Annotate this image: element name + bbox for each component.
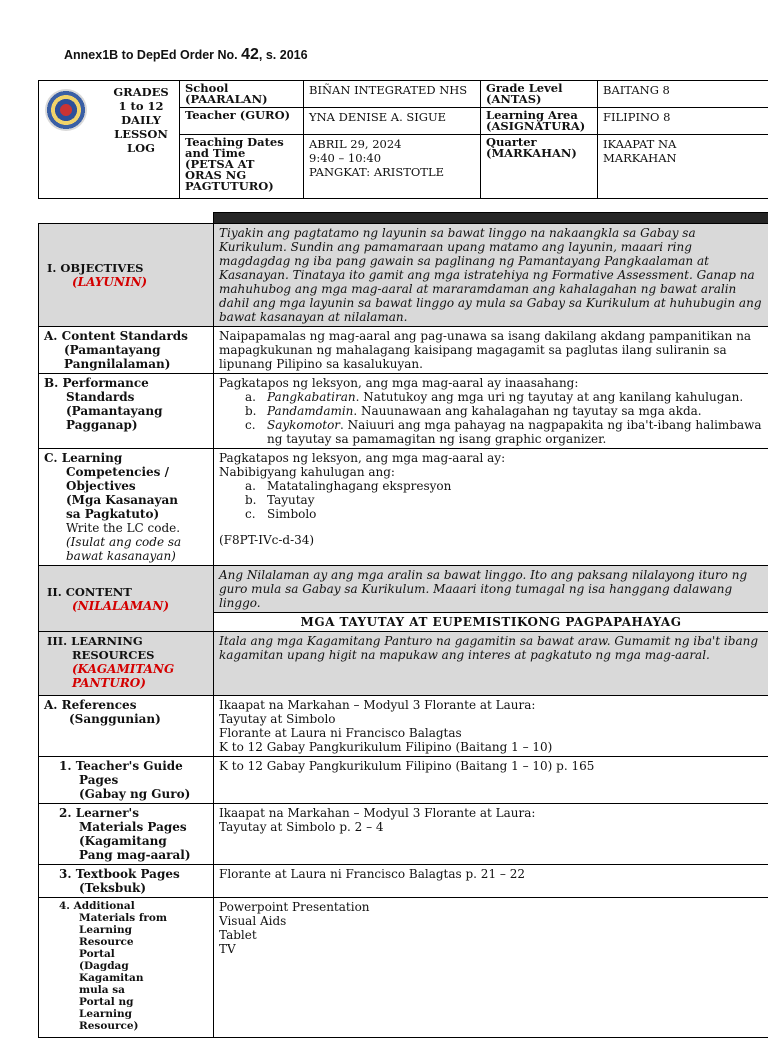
performance-standards-label: B. Performance Standards (Pamantayang Pagganap) bbox=[39, 374, 214, 449]
school-label: School (PAARALAN) bbox=[180, 81, 304, 108]
annex-suffix: , s. 2016 bbox=[259, 48, 308, 62]
grade-level-label: Grade Level (ANTAS) bbox=[481, 81, 598, 108]
references-label: A. References (Sanggunian) bbox=[39, 696, 214, 757]
resources-note: Itala ang mga Kagamitang Panturo na gagamitin sa bawat araw. Gumamit ng iba't ibang kagamitan upang higit na mapukaw ang interes at pagkatuto ng mga mag-aaral. bbox=[214, 632, 768, 696]
tg-pages-label: 1. Teacher's Guide Pages (Gabay ng Guro) bbox=[39, 757, 214, 804]
teacher-value: YNA DENISE A. SIGUE bbox=[304, 108, 481, 135]
additional-materials-value: Powerpoint Presentation Visual Aids Tablet TV bbox=[214, 898, 768, 1038]
list-item: c. Simbolo bbox=[267, 507, 763, 521]
lesson-log-table bbox=[38, 212, 768, 1038]
deped-seal-icon bbox=[45, 89, 87, 131]
list-item: b. Pandamdamin. Nauunawaan ang kahalagahan ng tayutay sa mga akda. bbox=[267, 404, 763, 418]
content-standards-value: Naipapamalas ng mag-aaral ang pag-unawa sa isang dakilang akdang pampanitikan na mapagkukunan ng mahalagang kaisipang magagamit sa paglutas ilang suliranin sa lipunang Pilipino sa kasalukuyan. bbox=[214, 327, 768, 374]
content-label: II. CONTENT (NILALAMAN) bbox=[39, 566, 214, 632]
header-table bbox=[38, 80, 768, 199]
annex-prefix: Annex1B to DepEd Order No. bbox=[64, 48, 241, 62]
resources-label: III. LEARNING RESOURCES (KAGAMITANG PANTURO) bbox=[39, 632, 214, 696]
list-item: a. Pangkabatiran. Natutukoy ang mga uri ng tayutay at ang kanilang kahulugan. bbox=[267, 390, 763, 404]
competencies-list bbox=[219, 479, 763, 521]
list-item: b. Tayutay bbox=[267, 493, 763, 507]
header-bar bbox=[214, 213, 768, 224]
grades-title: GRADES 1 to 12 DAILY LESSON LOG bbox=[111, 85, 171, 155]
textbook-pages-label: 3. Textbook Pages (Teksbuk) bbox=[39, 865, 214, 898]
learning-area-value: FILIPINO 8 bbox=[598, 108, 768, 135]
dates-label: Teaching Dates and Time (PETSA AT ORAS NG PAGTUTURO) bbox=[180, 135, 304, 199]
quarter-label: Quarter (MARKAHAN) bbox=[481, 135, 598, 199]
content-standards-label: A. Content Standards (Pamantayang Pangnilalaman) bbox=[39, 327, 214, 374]
objectives-note: Tiyakin ang pagtatamo ng layunin sa bawat linggo na nakaangkla sa Gabay sa Kurikulum. Sundin ang pamamaraan upang matamo ang layunin, maaari ring magdagdag ng iba pang gawain sa paglinang ng Pamantayang Pangkaalaman at Kasanayan. Tinataya ito gamit ang mga istratehiya ng Formative Assessment. Ganap na mahuhubog ang mga mag-aaral at mararamdaman ang kahalagahan ng bawat aralin dahil ang mga layunin sa bawat linggo ay mula sa Gabay sa Kurikulum at huhubugin ang bawat kasanayan at nilalaman. bbox=[214, 224, 768, 327]
quarter-value: IKAAPAT NA MARKAHAN bbox=[598, 135, 768, 199]
annex-order-number: 42 bbox=[241, 46, 259, 63]
annex-heading bbox=[64, 46, 308, 64]
additional-materials-label: 4. Additional Materials from Learning Resource Portal (Dagdag Kagamitan mula sa Portal ng Learning Resource) bbox=[39, 898, 214, 1038]
competencies-value: Pagkatapos ng leksyon, ang mga mag-aaral ay: Nabibigyang kahulugan ang: a. Matatalinghagang ekspresyon b. Tayutay c. Simbolo (F8PT-IVc-d-34) bbox=[214, 449, 768, 566]
list-item: a. Matatalinghagang ekspresyon bbox=[267, 479, 763, 493]
logo-cell bbox=[39, 81, 180, 199]
teacher-label: Teacher (GURO) bbox=[180, 108, 304, 135]
performance-standards-value: Pagkatapos ng leksyon, ang mga mag-aaral ay inaasahang: a. Pangkabatiran. Natutukoy ang mga uri ng tayutay at ang kanilang kahulugan. b. Pandamdamin. Nauunawaan ang kahalagahan ng tayutay sa mga akda. c. Saykomotor. Naiuuri ang mga pahayag na nagpapakita ng iba't-ibang halimbawa ng tayutay sa pamamagitan ng isang graphic organizer. bbox=[214, 374, 768, 449]
tg-pages-value: K to 12 Gabay Pangkurikulum Filipino (Baitang 1 – 10) p. 165 bbox=[214, 757, 768, 804]
school-value: BIÑAN INTEGRATED NHS bbox=[304, 81, 481, 108]
textbook-pages-value: Florante at Laura ni Francisco Balagtas p. 21 – 22 bbox=[214, 865, 768, 898]
learning-area-label: Learning Area (ASIGNATURA) bbox=[481, 108, 598, 135]
content-title: MGA TAYUTAY AT EUPEMISTIKONG PAGPAPAHAYAG bbox=[214, 613, 768, 632]
grade-level-value: BAITANG 8 bbox=[598, 81, 768, 108]
lc-code: (F8PT-IVc-d-34) bbox=[219, 533, 763, 547]
lm-pages-label: 2. Learner's Materials Pages (Kagamitang Pang mag-aaral) bbox=[39, 804, 214, 865]
dates-value: ABRIL 29, 2024 9:40 – 10:40 PANGKAT: ARISTOTLE bbox=[304, 135, 481, 199]
objectives-label: I. OBJECTIVES (LAYUNIN) bbox=[39, 224, 214, 327]
list-item: c. Saykomotor. Naiuuri ang mga pahayag na nagpapakita ng iba't-ibang halimbawa ng tayutay sa pamamagitan ng isang graphic organizer. bbox=[267, 418, 763, 446]
lm-pages-value: Ikaapat na Markahan – Modyul 3 Florante at Laura: Tayutay at Simbolo p. 2 – 4 bbox=[214, 804, 768, 865]
references-value: Ikaapat na Markahan – Modyul 3 Florante at Laura: Tayutay at Simbolo Florante at Laura ni Francisco Balagtas K to 12 Gabay Pangkurikulum Filipino (Baitang 1 – 10) bbox=[214, 696, 768, 757]
competencies-label: C. Learning Competencies / Objectives (Mga Kasanayan sa Pagkatuto) Write the LC code. (Isulat ang code sa bawat kasanayan) bbox=[39, 449, 214, 566]
content-note: Ang Nilalaman ay ang mga aralin sa bawat linggo. Ito ang paksang nilalayong ituro ng guro mula sa Gabay sa Kurikulum. Maaari itong tumagal ng isa hanggang dalawang linggo. bbox=[214, 566, 768, 613]
performance-list bbox=[219, 390, 763, 446]
